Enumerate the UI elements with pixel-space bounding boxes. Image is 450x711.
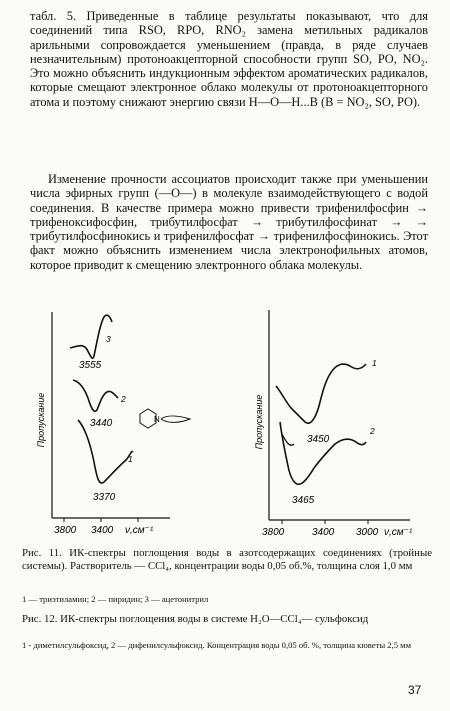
page-number: 37 xyxy=(408,683,422,697)
fig11-band-3370: 3370 xyxy=(93,492,116,503)
figure-12-caption: Рис. 12. ИК-спектры поглощения воды в системе H₂O—CCl₄— сульфоксид xyxy=(22,613,369,625)
fig11-xtick-3800: 3800 xyxy=(54,525,77,536)
figure-12 xyxy=(254,310,413,538)
fig12-ylabel: Пропускание xyxy=(254,394,264,450)
fig11-curve-label-2: 2 xyxy=(121,394,126,404)
fig11-curve-label-3: 3 xyxy=(106,334,111,344)
fig11-curve-1 xyxy=(78,420,133,483)
figure-12-legend: 1 - диметилсульфоксид, 2 — дифенилсульфоксид. Концентрация воды 0,05 об. %, толщина кюветы 2,5 мм xyxy=(22,640,412,650)
figure-11-legend: 1 — триэтиламин; 2 — пиридин; 3 — ацетонитрил xyxy=(22,594,209,604)
fig12-xtick-3800: 3800 xyxy=(262,527,285,538)
figure-11-caption: Рис. 11. ИК-спектры поглощения воды в азотсодержащих соединениях (тройные системы). Растворитель — CCl₄, концентрации воды 0,05 об.%, толщина слоя 1,0 мм xyxy=(22,547,432,572)
fig12-curve-label-1: 1 xyxy=(372,358,377,368)
figure-11 xyxy=(36,312,190,536)
pyridine-n-icon: N xyxy=(154,415,160,424)
fig11-band-3555: 3555 xyxy=(79,360,102,371)
figures xyxy=(0,302,450,547)
pyridine-tail xyxy=(161,416,190,422)
fig11-ylabel: Пропускание xyxy=(36,392,46,448)
paragraph-2: Изменение прочности ассоциатов происходит также при уменьшении числа эфирных групп (—O—) в молекуле взаимодействующего с водой соединения. В качестве примера можно привести трифенилфосфин → трифеноксифосфин, трибутилфосфат → трибутилфосфинат → → трибутилфосфинокись и трифенилфосфат → трифенилфосфинокись. Этот факт можно объяснить изменением числа электронофильных атомов, которое приводит к смещению электронного облака молекулы. xyxy=(30,172,428,272)
fig12-xtick-3000: 3000 xyxy=(356,527,379,538)
fig11-curve-2 xyxy=(73,380,118,411)
fig12-band-3465: 3465 xyxy=(292,495,315,506)
fig12-xtick-3400: 3400 xyxy=(312,527,335,538)
fig12-xunit: ν,см⁻¹ xyxy=(384,527,413,538)
fig11-xunit: ν,см⁻¹ xyxy=(125,525,154,536)
fig11-xtick-3400: 3400 xyxy=(91,525,114,536)
fig12-band-3450: 3450 xyxy=(307,434,330,445)
fig11-band-3440: 3440 xyxy=(90,418,113,429)
fig12-curve-2 xyxy=(280,422,366,484)
fig12-curve-1 xyxy=(276,364,366,423)
paragraph-1: табл. 5. Приведенные в таблице результаты показывают, что для соединений типа RSO, RPO, RNO₂ замена метильных радикалов арильными сопровождается уменьшением (правда, в ряде случаев незначительным) протоноакцепторной способности групп SO, PO, NO₂. Это можно объяснить индукционным эффектом ароматических радикалов, которые смещают электронное облако молекулы от протоноакцепторного атома и поэтому снижают энергию связи H—O—H...B (B = NO₂, SO, PO). xyxy=(30,9,428,109)
fig12-curve-label-2: 2 xyxy=(370,426,375,436)
fig11-curve-label-1: 1 xyxy=(128,454,133,464)
